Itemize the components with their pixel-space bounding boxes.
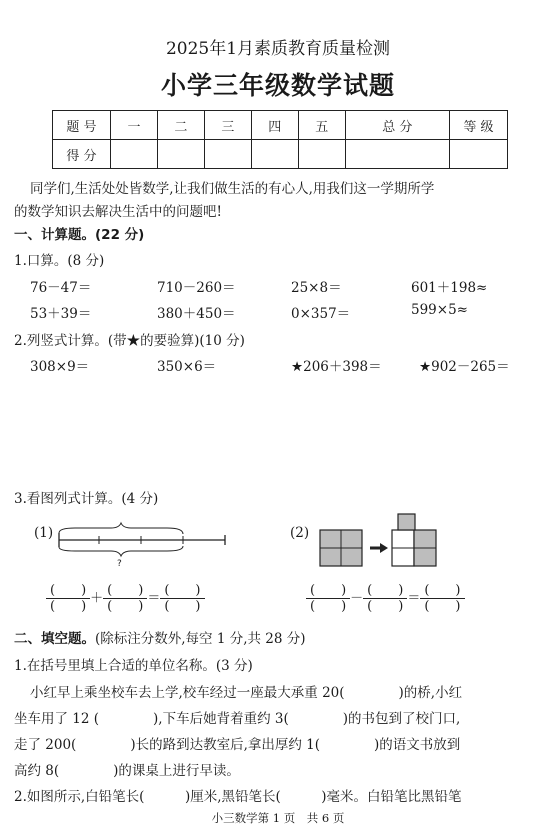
score-cell-4: 四 bbox=[251, 111, 298, 140]
fraction-blank[interactable]: $\frac{( )}{( )}$ bbox=[160, 583, 204, 614]
score-table-score-row bbox=[53, 140, 508, 169]
fraction-blank[interactable]: $\frac{( )}{( )}$ bbox=[306, 583, 350, 614]
grid-right bbox=[392, 514, 436, 566]
s2-q1-line-2: 坐车用了 12 ( ),下车后她背着重约 3( )的书包到了校门口, bbox=[14, 711, 461, 727]
score-cell-total: 总 分 bbox=[345, 111, 449, 140]
fraction-blank[interactable]: $\frac{( )}{( )}$ bbox=[363, 583, 407, 614]
score-input-1[interactable] bbox=[111, 140, 158, 169]
score-cell-1: 一 bbox=[111, 111, 158, 140]
vertical-calc-4: ★902－265＝ bbox=[419, 359, 510, 375]
score-input-2[interactable] bbox=[157, 140, 204, 169]
s2-q2-line: 2.如图所示,白铅笔长( )厘米,黑铅笔长( )毫米。白铅笔比黑铅笔 bbox=[14, 789, 462, 805]
minus-sign: － bbox=[350, 591, 364, 606]
oral-calc-6: 380＋450＝ bbox=[157, 306, 236, 322]
q2-title: 2.列竖式计算。(带★的要验算)(10 分) bbox=[14, 333, 245, 349]
oral-calc-2: 710－260＝ bbox=[157, 280, 236, 296]
oral-calc-3: 25×8＝ bbox=[291, 280, 342, 296]
score-cell-2: 二 bbox=[157, 111, 204, 140]
grid-block-diagram bbox=[318, 512, 468, 572]
score-table bbox=[52, 110, 508, 169]
section2-title-note: (除标注分数外,每空 1 分,共 28 分) bbox=[95, 631, 306, 647]
equals-sign: ＝ bbox=[147, 591, 161, 606]
score-cell-3: 三 bbox=[204, 111, 251, 140]
s2-q1-line-4: 高约 8( )的课桌上进行早读。 bbox=[14, 763, 240, 779]
vertical-calc-2: 350×6＝ bbox=[157, 359, 217, 375]
s2-q1-line-3: 走了 200( )长的路到达教室后,拿出厚约 1( )的语文书放到 bbox=[14, 737, 461, 753]
fraction-blank[interactable]: $\frac{( )}{( )}$ bbox=[103, 583, 147, 614]
segment-question-mark: ? bbox=[117, 559, 122, 568]
score-input-total[interactable] bbox=[345, 140, 449, 169]
score-input-4[interactable] bbox=[251, 140, 298, 169]
intro-line-2: 的数学知识去解决生活中的问题吧! bbox=[14, 204, 222, 220]
score-table-header-row bbox=[53, 111, 508, 140]
arrow-icon bbox=[370, 543, 388, 553]
score-cell-grade: 等 级 bbox=[450, 111, 508, 140]
intro-line-1: 同学们,生活处处皆数学,让我们做生活的有心人,用我们这一学期所学 bbox=[30, 181, 435, 197]
paper-title: 小学三年级数学试题 bbox=[160, 71, 395, 100]
score-cell-5: 五 bbox=[298, 111, 345, 140]
section2-title-main: 二、填空题。 bbox=[14, 631, 95, 647]
oral-calc-7: 0×357＝ bbox=[291, 306, 351, 322]
fraction-equation-1 bbox=[46, 583, 205, 614]
grid-left bbox=[320, 530, 362, 566]
q1-title: 1.口算。(8 分) bbox=[14, 253, 105, 269]
segment-diagram bbox=[55, 520, 235, 568]
score-cell-label: 题 号 bbox=[53, 111, 111, 140]
vertical-calc-1: 308×9＝ bbox=[30, 359, 90, 375]
fraction-blank[interactable]: $\frac{( )}{( )}$ bbox=[46, 583, 90, 614]
section1-title: 一、计算题。(22 分) bbox=[14, 227, 145, 243]
figure1-label: (1) bbox=[34, 525, 54, 541]
s2-q1-line-1: 小红早上乘坐校车去上学,校车经过一座最大承重 20( )的桥,小红 bbox=[30, 685, 463, 701]
oral-calc-8: 599×5≈ bbox=[411, 302, 468, 318]
exam-title: 2025年1月素质教育质量检测 bbox=[165, 39, 391, 59]
plus-sign: ＋ bbox=[90, 591, 104, 606]
score-row-label: 得 分 bbox=[53, 140, 111, 169]
score-input-3[interactable] bbox=[204, 140, 251, 169]
page-footer: 小三数学第 1 页 共 6 页 bbox=[211, 811, 345, 825]
score-input-5[interactable] bbox=[298, 140, 345, 169]
vertical-calc-3: ★206＋398＝ bbox=[291, 359, 382, 375]
fraction-equation-2 bbox=[306, 583, 465, 614]
oral-calc-5: 53＋39＝ bbox=[30, 306, 92, 322]
equals-sign: ＝ bbox=[407, 591, 421, 606]
section2-title bbox=[14, 627, 306, 647]
score-input-grade[interactable] bbox=[450, 140, 508, 169]
s2-q1-title: 1.在括号里填上合适的单位名称。(3 分) bbox=[14, 658, 253, 674]
q3-title: 3.看图列式计算。(4 分) bbox=[14, 491, 159, 507]
figure2-label: (2) bbox=[290, 525, 310, 541]
oral-calc-1: 76－47＝ bbox=[30, 280, 92, 296]
fraction-blank[interactable]: $\frac{( )}{( )}$ bbox=[420, 583, 464, 614]
oral-calc-4: 601＋198≈ bbox=[411, 280, 488, 296]
